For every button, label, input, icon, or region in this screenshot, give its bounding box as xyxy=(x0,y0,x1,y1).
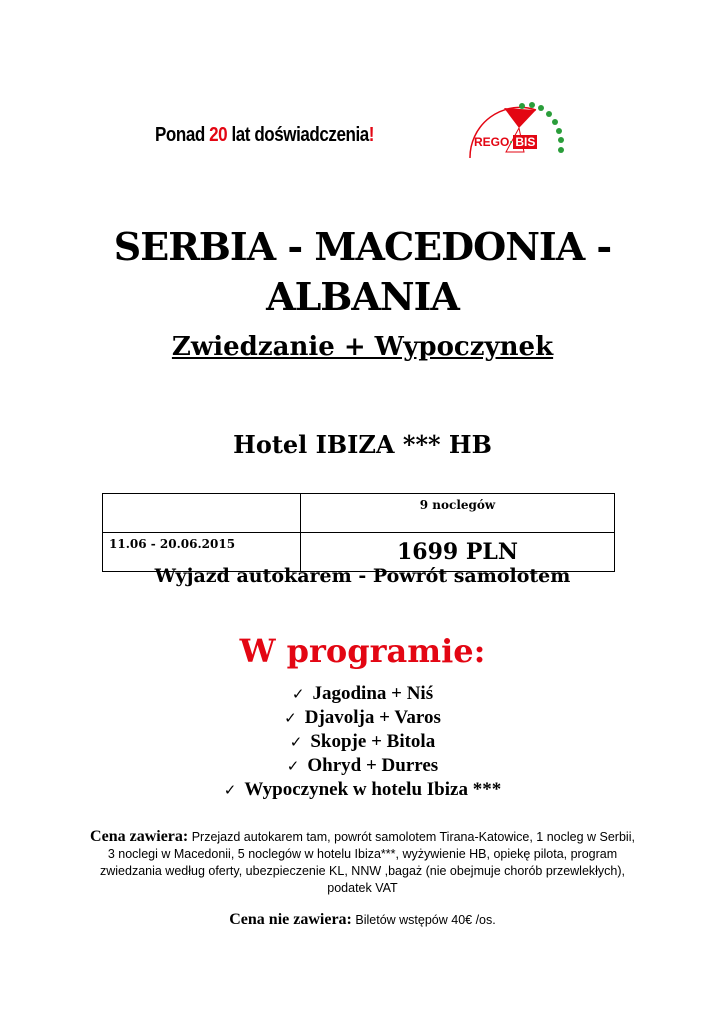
price-table xyxy=(102,493,615,572)
list-item-label: Ohryd + Durres xyxy=(307,755,439,776)
check-icon: ✓ xyxy=(286,757,300,775)
check-icon: ✓ xyxy=(289,733,303,751)
price-includes xyxy=(90,828,635,897)
dates-cell: 11.06 - 20.06.2015 xyxy=(103,533,301,572)
rego-bis-logo xyxy=(464,100,574,165)
tagline xyxy=(155,124,374,147)
hotel-name: Hotel IBIZA *** HB xyxy=(233,430,492,459)
table-cell-empty xyxy=(103,494,301,533)
list-item-label: Djavolja + Varos xyxy=(304,707,441,728)
tagline-number: 20 xyxy=(209,124,228,146)
includes-label: Cena zawiera: xyxy=(90,828,189,845)
logo-dot: · xyxy=(509,135,514,149)
tagline-prefix: Ponad xyxy=(155,124,210,146)
includes-text: Przejazd autokarem tam, powrót samolotem Tirana-Katowice, 1 nocleg w Serbii, 3 noclegi w Macedonii, 5 noclegów w hotelu Ibiza***, wyżywienie HB, opiekę pilota, program zwiedzania według oferty, ubezpieczenie KL, NNW ,bagaż (nie obejmuje chorób przewlekłych), podatek VAT xyxy=(99,830,635,895)
list-item xyxy=(0,778,725,802)
program-list xyxy=(0,682,725,802)
list-item-label: Wypoczynek w hotelu Ibiza *** xyxy=(244,779,502,800)
list-item-label: Skopje + Bitola xyxy=(310,731,436,752)
list-item xyxy=(0,706,725,730)
check-icon: ✓ xyxy=(284,709,297,727)
header xyxy=(150,100,580,165)
transport-info: Wyjazd autokarem - Powrót samolotem xyxy=(154,565,571,587)
table-row xyxy=(103,494,615,533)
program-title: W programie: xyxy=(239,632,486,670)
logo-arc-icon xyxy=(464,100,574,165)
list-item xyxy=(0,754,725,778)
tagline-exclaim: ! xyxy=(368,124,375,146)
check-icon: ✓ xyxy=(291,685,305,703)
page-title xyxy=(0,222,725,322)
title-line-1: SERBIA - MACEDONIA - xyxy=(113,224,612,269)
title-line-2: ALBANIA xyxy=(266,274,459,319)
check-icon: ✓ xyxy=(223,781,237,799)
logo-text xyxy=(474,135,537,149)
price-excludes xyxy=(0,911,725,929)
nights-header: 9 noclegów xyxy=(301,494,615,533)
list-item xyxy=(0,730,725,754)
excludes-label: Cena nie zawiera: xyxy=(229,911,352,928)
list-item-label: Jagodina + Niś xyxy=(312,683,434,704)
excludes-text: Biletów wstępów 40€ /os. xyxy=(355,913,496,927)
subtitle: Zwiedzanie + Wypoczynek xyxy=(171,332,554,362)
tagline-suffix: lat doświadczenia xyxy=(227,124,369,146)
list-item xyxy=(0,682,725,706)
logo-bis: BIS xyxy=(515,135,536,149)
price-cell: 1699 PLN xyxy=(301,533,615,572)
logo-rego: REGO xyxy=(474,135,510,149)
